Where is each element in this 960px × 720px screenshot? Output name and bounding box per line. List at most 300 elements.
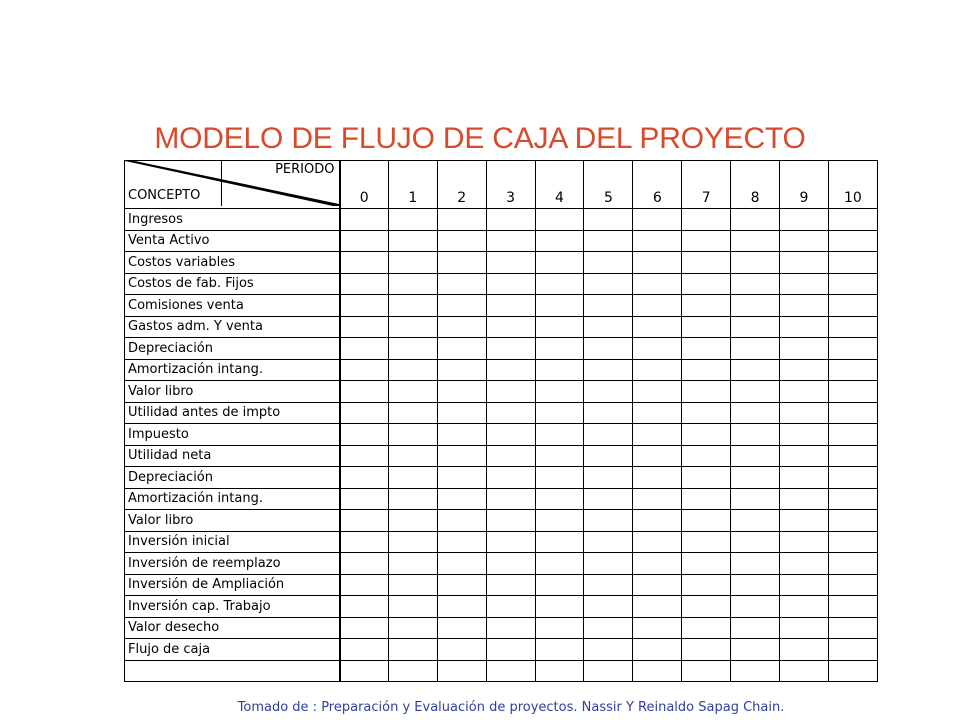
value-cell[interactable] (388, 252, 437, 274)
value-cell[interactable] (584, 553, 633, 575)
value-cell[interactable] (535, 295, 584, 317)
value-cell[interactable] (682, 574, 731, 596)
value-cell[interactable] (535, 209, 584, 231)
value-cell[interactable] (584, 359, 633, 381)
value-cell[interactable] (340, 510, 389, 532)
value-cell[interactable] (682, 510, 731, 532)
value-cell[interactable] (437, 230, 486, 252)
value-cell[interactable] (633, 424, 682, 446)
value-cell[interactable] (584, 381, 633, 403)
value-cell[interactable] (388, 209, 437, 231)
value-cell[interactable] (340, 617, 389, 639)
value-cell[interactable] (486, 424, 535, 446)
value-cell[interactable] (535, 617, 584, 639)
value-cell[interactable] (682, 660, 731, 682)
concept-label: Valor libro (125, 381, 340, 403)
value-cell[interactable] (486, 230, 535, 252)
period-header-5: 5 (584, 161, 633, 209)
value-cell[interactable] (486, 488, 535, 510)
period-header-8: 8 (731, 161, 780, 209)
value-cell[interactable] (584, 488, 633, 510)
value-cell[interactable] (682, 424, 731, 446)
value-cell[interactable] (584, 316, 633, 338)
value-cell[interactable] (486, 359, 535, 381)
value-cell[interactable] (682, 617, 731, 639)
value-cell[interactable] (437, 510, 486, 532)
value-cell[interactable] (633, 639, 682, 661)
value-cell[interactable] (388, 445, 437, 467)
value-cell[interactable] (437, 381, 486, 403)
table-row (125, 359, 878, 381)
value-cell[interactable] (828, 209, 877, 231)
value-cell[interactable] (340, 252, 389, 274)
value-cell[interactable] (340, 596, 389, 618)
value-cell[interactable] (535, 660, 584, 682)
table-row (125, 488, 878, 510)
value-cell[interactable] (584, 230, 633, 252)
value-cell[interactable] (682, 488, 731, 510)
value-cell[interactable] (437, 424, 486, 446)
table-row (125, 553, 878, 575)
value-cell[interactable] (780, 510, 829, 532)
concept-label: Costos de fab. Fijos (125, 273, 340, 295)
table-row (125, 338, 878, 360)
value-cell[interactable] (828, 273, 877, 295)
value-cell[interactable] (828, 316, 877, 338)
concept-label: Utilidad neta (125, 445, 340, 467)
concept-label: Amortización intang. (125, 488, 340, 510)
period-header-2: 2 (437, 161, 486, 209)
value-cell[interactable] (731, 273, 780, 295)
value-cell[interactable] (340, 531, 389, 553)
value-cell[interactable] (388, 230, 437, 252)
value-cell[interactable] (682, 359, 731, 381)
value-cell[interactable] (437, 209, 486, 231)
value-cell[interactable] (780, 209, 829, 231)
value-cell[interactable] (437, 295, 486, 317)
value-cell[interactable] (682, 381, 731, 403)
table-row (125, 252, 878, 274)
value-cell[interactable] (633, 553, 682, 575)
value-cell[interactable] (633, 230, 682, 252)
value-cell[interactable] (828, 531, 877, 553)
value-cell[interactable] (584, 639, 633, 661)
value-cell[interactable] (486, 273, 535, 295)
value-cell[interactable] (584, 574, 633, 596)
value-cell[interactable] (584, 273, 633, 295)
value-cell[interactable] (633, 531, 682, 553)
table-row (125, 445, 878, 467)
period-header-1: 1 (388, 161, 437, 209)
value-cell[interactable] (486, 402, 535, 424)
value-cell[interactable] (780, 553, 829, 575)
value-cell[interactable] (828, 596, 877, 618)
value-cell[interactable] (437, 553, 486, 575)
value-cell[interactable] (682, 316, 731, 338)
concept-label: Depreciación (125, 467, 340, 489)
value-cell[interactable] (828, 574, 877, 596)
value-cell[interactable] (437, 316, 486, 338)
concept-label: Utilidad antes de impto (125, 402, 340, 424)
table-row (125, 467, 878, 489)
value-cell[interactable] (682, 295, 731, 317)
value-cell[interactable] (633, 252, 682, 274)
value-cell[interactable] (633, 359, 682, 381)
value-cell[interactable] (340, 359, 389, 381)
value-cell[interactable] (780, 531, 829, 553)
value-cell[interactable] (828, 295, 877, 317)
value-cell[interactable] (388, 574, 437, 596)
value-cell[interactable] (535, 230, 584, 252)
value-cell[interactable] (437, 359, 486, 381)
value-cell[interactable] (340, 574, 389, 596)
value-cell[interactable] (731, 510, 780, 532)
value-cell[interactable] (486, 316, 535, 338)
value-cell[interactable] (388, 402, 437, 424)
value-cell[interactable] (584, 510, 633, 532)
concept-label: Flujo de caja (125, 639, 340, 661)
value-cell[interactable] (780, 359, 829, 381)
value-cell[interactable] (388, 617, 437, 639)
value-cell[interactable] (633, 467, 682, 489)
value-cell[interactable] (486, 596, 535, 618)
value-cell[interactable] (388, 488, 437, 510)
value-cell[interactable] (682, 230, 731, 252)
value-cell[interactable] (486, 574, 535, 596)
value-cell[interactable] (437, 445, 486, 467)
value-cell[interactable] (340, 660, 389, 682)
value-cell[interactable] (731, 338, 780, 360)
value-cell[interactable] (340, 488, 389, 510)
value-cell[interactable] (437, 639, 486, 661)
value-cell[interactable] (584, 531, 633, 553)
concept-label: Inversión de Ampliación (125, 574, 340, 596)
concept-label: Gastos adm. Y venta (125, 316, 340, 338)
value-cell[interactable] (388, 338, 437, 360)
value-cell[interactable] (584, 445, 633, 467)
value-cell[interactable] (388, 467, 437, 489)
table-row (125, 209, 878, 231)
value-cell[interactable] (828, 252, 877, 274)
value-cell[interactable] (780, 488, 829, 510)
concept-label: Depreciación (125, 338, 340, 360)
value-cell[interactable] (780, 316, 829, 338)
period-header-3: 3 (486, 161, 535, 209)
value-cell[interactable] (828, 510, 877, 532)
value-cell[interactable] (584, 467, 633, 489)
value-cell[interactable] (535, 488, 584, 510)
value-cell[interactable] (437, 617, 486, 639)
concept-label: Venta Activo (125, 230, 340, 252)
value-cell[interactable] (682, 445, 731, 467)
value-cell[interactable] (633, 617, 682, 639)
value-cell[interactable] (486, 553, 535, 575)
value-cell[interactable] (584, 617, 633, 639)
concept-label: Impuesto (125, 424, 340, 446)
value-cell[interactable] (584, 295, 633, 317)
value-cell[interactable] (633, 338, 682, 360)
value-cell[interactable] (828, 359, 877, 381)
value-cell[interactable] (535, 531, 584, 553)
value-cell[interactable] (731, 230, 780, 252)
value-cell[interactable] (486, 660, 535, 682)
table-row (125, 381, 878, 403)
value-cell[interactable] (633, 209, 682, 231)
value-cell[interactable] (535, 574, 584, 596)
value-cell[interactable] (828, 230, 877, 252)
value-cell[interactable] (731, 209, 780, 231)
value-cell[interactable] (780, 338, 829, 360)
value-cell[interactable] (535, 596, 584, 618)
value-cell[interactable] (633, 402, 682, 424)
value-cell[interactable] (828, 488, 877, 510)
value-cell[interactable] (340, 316, 389, 338)
value-cell[interactable] (486, 510, 535, 532)
value-cell[interactable] (535, 381, 584, 403)
value-cell[interactable] (388, 596, 437, 618)
value-cell[interactable] (437, 273, 486, 295)
value-cell[interactable] (535, 424, 584, 446)
value-cell[interactable] (731, 488, 780, 510)
value-cell[interactable] (437, 596, 486, 618)
concept-label: Inversión cap. Trabajo (125, 596, 340, 618)
value-cell[interactable] (388, 316, 437, 338)
value-cell[interactable] (731, 660, 780, 682)
table-row (125, 531, 878, 553)
value-cell[interactable] (828, 660, 877, 682)
value-cell[interactable] (828, 617, 877, 639)
concept-label: Amortización intang. (125, 359, 340, 381)
value-cell[interactable] (584, 252, 633, 274)
value-cell[interactable] (780, 467, 829, 489)
value-cell[interactable] (633, 660, 682, 682)
value-cell[interactable] (682, 596, 731, 618)
value-cell[interactable] (731, 617, 780, 639)
value-cell[interactable] (486, 381, 535, 403)
concept-label: Inversión inicial (125, 531, 340, 553)
value-cell[interactable] (535, 467, 584, 489)
value-cell[interactable] (584, 424, 633, 446)
value-cell[interactable] (780, 252, 829, 274)
value-cell[interactable] (828, 402, 877, 424)
value-cell[interactable] (633, 316, 682, 338)
value-cell[interactable] (340, 273, 389, 295)
concept-label (125, 660, 340, 682)
value-cell[interactable] (388, 424, 437, 446)
value-cell[interactable] (535, 316, 584, 338)
table-header-row (125, 161, 878, 209)
value-cell[interactable] (340, 424, 389, 446)
period-header-0: 0 (340, 161, 389, 209)
value-cell[interactable] (731, 445, 780, 467)
period-header-4: 4 (535, 161, 584, 209)
value-cell[interactable] (340, 639, 389, 661)
value-cell[interactable] (486, 295, 535, 317)
value-cell[interactable] (340, 338, 389, 360)
value-cell[interactable] (731, 553, 780, 575)
value-cell[interactable] (780, 445, 829, 467)
value-cell[interactable] (437, 488, 486, 510)
value-cell[interactable] (731, 359, 780, 381)
value-cell[interactable] (780, 273, 829, 295)
value-cell[interactable] (437, 574, 486, 596)
concept-label: Ingresos (125, 209, 340, 231)
value-cell[interactable] (584, 402, 633, 424)
value-cell[interactable] (584, 209, 633, 231)
value-cell[interactable] (535, 553, 584, 575)
value-cell[interactable] (731, 252, 780, 274)
value-cell[interactable] (780, 381, 829, 403)
value-cell[interactable] (340, 402, 389, 424)
value-cell[interactable] (682, 639, 731, 661)
value-cell[interactable] (828, 445, 877, 467)
value-cell[interactable] (633, 445, 682, 467)
value-cell[interactable] (633, 596, 682, 618)
value-cell[interactable] (731, 402, 780, 424)
table-row (125, 596, 878, 618)
value-cell[interactable] (780, 617, 829, 639)
value-cell[interactable] (731, 596, 780, 618)
value-cell[interactable] (584, 338, 633, 360)
value-cell[interactable] (633, 574, 682, 596)
table-row (125, 402, 878, 424)
value-cell[interactable] (633, 273, 682, 295)
value-cell[interactable] (731, 381, 780, 403)
value-cell[interactable] (731, 531, 780, 553)
value-cell[interactable] (340, 209, 389, 231)
value-cell[interactable] (437, 467, 486, 489)
concept-label: Valor libro (125, 510, 340, 532)
table-row (125, 639, 878, 661)
value-cell[interactable] (682, 402, 731, 424)
value-cell[interactable] (535, 510, 584, 532)
period-header-10: 10 (828, 161, 877, 209)
value-cell[interactable] (780, 596, 829, 618)
source-footnote: Tomado de : Preparación y Evaluación de proyectos. Nassir Y Reinaldo Sapag Chain. (237, 700, 785, 715)
concept-label: Costos variables (125, 252, 340, 274)
value-cell[interactable] (388, 359, 437, 381)
value-cell[interactable] (388, 510, 437, 532)
value-cell[interactable] (633, 510, 682, 532)
value-cell[interactable] (780, 639, 829, 661)
value-cell[interactable] (731, 295, 780, 317)
value-cell[interactable] (682, 252, 731, 274)
value-cell[interactable] (828, 424, 877, 446)
value-cell[interactable] (486, 252, 535, 274)
value-cell[interactable] (731, 574, 780, 596)
value-cell[interactable] (535, 639, 584, 661)
value-cell[interactable] (780, 295, 829, 317)
value-cell[interactable] (731, 639, 780, 661)
value-cell[interactable] (535, 273, 584, 295)
value-cell[interactable] (535, 445, 584, 467)
period-header-9: 9 (780, 161, 829, 209)
value-cell[interactable] (584, 596, 633, 618)
value-cell[interactable] (828, 338, 877, 360)
value-cell[interactable] (340, 467, 389, 489)
header-subdivider (221, 161, 222, 206)
value-cell[interactable] (486, 338, 535, 360)
value-cell[interactable] (780, 424, 829, 446)
value-cell[interactable] (780, 402, 829, 424)
value-cell[interactable] (486, 445, 535, 467)
value-cell[interactable] (388, 639, 437, 661)
concepto-label: CONCEPTO (128, 188, 201, 203)
value-cell[interactable] (486, 467, 535, 489)
value-cell[interactable] (584, 660, 633, 682)
value-cell[interactable] (388, 660, 437, 682)
table-row (125, 510, 878, 532)
value-cell[interactable] (388, 381, 437, 403)
value-cell[interactable] (731, 467, 780, 489)
table-row (125, 316, 878, 338)
value-cell[interactable] (340, 553, 389, 575)
value-cell[interactable] (633, 381, 682, 403)
value-cell[interactable] (486, 639, 535, 661)
value-cell[interactable] (731, 424, 780, 446)
value-cell[interactable] (340, 295, 389, 317)
value-cell[interactable] (388, 553, 437, 575)
value-cell[interactable] (486, 531, 535, 553)
value-cell[interactable] (633, 295, 682, 317)
value-cell[interactable] (682, 553, 731, 575)
value-cell[interactable] (535, 359, 584, 381)
value-cell[interactable] (828, 639, 877, 661)
page-title: MODELO DE FLUJO DE CAJA DEL PROYECTO (154, 122, 806, 155)
value-cell[interactable] (682, 467, 731, 489)
value-cell[interactable] (682, 531, 731, 553)
periodo-label: PERIODO (275, 162, 335, 177)
value-cell[interactable] (682, 338, 731, 360)
concept-label: Inversión de reemplazo (125, 553, 340, 575)
value-cell[interactable] (682, 273, 731, 295)
value-cell[interactable] (486, 209, 535, 231)
concept-label: Comisiones venta (125, 295, 340, 317)
corner-header-cell (125, 161, 340, 209)
value-cell[interactable] (437, 660, 486, 682)
value-cell[interactable] (780, 660, 829, 682)
table-row (125, 617, 878, 639)
value-cell[interactable] (388, 295, 437, 317)
value-cell[interactable] (682, 209, 731, 231)
value-cell[interactable] (437, 402, 486, 424)
value-cell[interactable] (731, 316, 780, 338)
value-cell[interactable] (340, 445, 389, 467)
value-cell[interactable] (828, 381, 877, 403)
value-cell[interactable] (828, 553, 877, 575)
value-cell[interactable] (535, 338, 584, 360)
value-cell[interactable] (437, 252, 486, 274)
value-cell[interactable] (780, 574, 829, 596)
value-cell[interactable] (340, 230, 389, 252)
value-cell[interactable] (388, 273, 437, 295)
table-row (125, 574, 878, 596)
table-row (125, 295, 878, 317)
value-cell[interactable] (535, 252, 584, 274)
table-row (125, 230, 878, 252)
value-cell[interactable] (437, 338, 486, 360)
value-cell[interactable] (388, 531, 437, 553)
value-cell[interactable] (828, 467, 877, 489)
value-cell[interactable] (633, 488, 682, 510)
value-cell[interactable] (780, 230, 829, 252)
table-row (125, 424, 878, 446)
value-cell[interactable] (535, 402, 584, 424)
value-cell[interactable] (340, 381, 389, 403)
period-header-7: 7 (682, 161, 731, 209)
value-cell[interactable] (437, 531, 486, 553)
value-cell[interactable] (486, 617, 535, 639)
